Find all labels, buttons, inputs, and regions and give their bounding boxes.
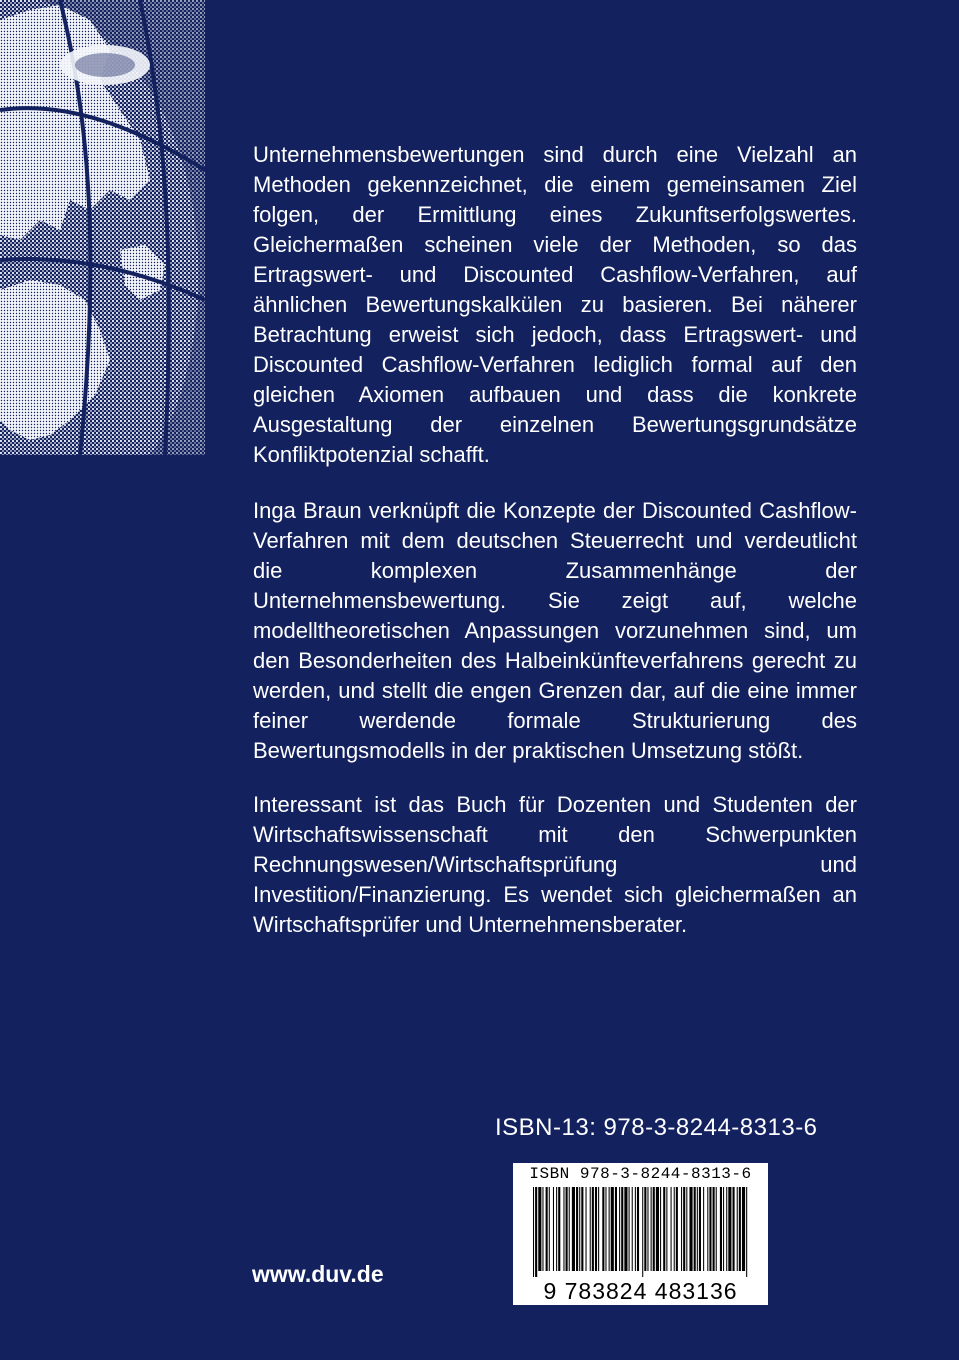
barcode-bar: [660, 1187, 661, 1271]
barcode-bar: [683, 1187, 685, 1271]
barcode-bar: [605, 1187, 606, 1271]
barcode-bar: [637, 1187, 639, 1271]
barcode-bar: [602, 1187, 604, 1271]
barcode-bar: [546, 1187, 548, 1271]
barcode-bar: [558, 1187, 560, 1271]
barcode-bar: [726, 1187, 727, 1271]
barcode-bar: [624, 1187, 627, 1271]
barcode-bar: [609, 1187, 610, 1271]
barcode-bar: [703, 1187, 704, 1271]
barcode-bar: [723, 1187, 724, 1271]
barcode-bar: [615, 1187, 617, 1271]
barcode-bar: [716, 1187, 717, 1271]
barcode-bar: [689, 1187, 692, 1271]
barcode-bar: [720, 1187, 722, 1271]
barcode-bar: [549, 1187, 550, 1271]
barcode-bar: [572, 1187, 575, 1271]
barcode-bar: [666, 1187, 667, 1271]
barcode-bar: [653, 1187, 655, 1271]
barcode-bar: [553, 1187, 554, 1271]
barcode-bar: [621, 1187, 623, 1271]
barcode-bar: [647, 1187, 648, 1271]
barcode-bar: [635, 1187, 636, 1271]
barcode-bar: [581, 1187, 583, 1271]
barcode-bar: [686, 1187, 687, 1271]
barcode-bars: [533, 1187, 748, 1279]
barcode-bar: [674, 1187, 675, 1271]
barcode-bar: [728, 1187, 731, 1271]
barcode-bar: [651, 1187, 652, 1271]
barcode-bar: [535, 1187, 537, 1279]
barcode-bar: [699, 1187, 701, 1271]
barcode-bar: [629, 1187, 630, 1271]
description-paragraph-1: Unternehmensbewertungen sind durch eine Vielzahl an Methoden gekennzeichnet, die einem gemeinsamen Ziel folgen, der Ermittlung eines Zukunftserfolgswertes. Gleichermaßen scheinen viele der Methoden, so das Ertragswert- und Discounted Cashflow-Verfahren, auf ähnlichen Bewertungskalkülen zu basieren. Bei näherer Betrachtung erweist sich jedoch, dass Ertragswert- und Discounted Cashflow-Verfahren lediglich formal auf den gleichen Axiomen aufbauen und dass die konkrete Ausgestaltung der einzelnen Bewertungsgrundsätze Konfliktpotenzial schafft.: [253, 142, 857, 467]
isbn-label: ISBN-13: 978-3-8244-8313-6: [495, 1114, 818, 1141]
barcode-bar: [632, 1187, 633, 1271]
barcode-bar: [694, 1187, 696, 1271]
barcode-bar: [586, 1187, 587, 1271]
barcode-bar: [569, 1187, 570, 1271]
barcode-bar: [542, 1187, 543, 1271]
barcode-bar: [579, 1187, 580, 1271]
barcode-bar: [707, 1187, 708, 1271]
globe-illustration: [0, 0, 205, 455]
barcode-bar: [590, 1187, 591, 1271]
barcode-bar: [566, 1187, 568, 1271]
barcode-bar: [556, 1187, 557, 1271]
barcode-bar: [709, 1187, 711, 1271]
barcode-bar: [746, 1187, 747, 1279]
barcode-bar: [538, 1187, 541, 1271]
barcode-bar: [533, 1187, 534, 1279]
barcode-bar: [697, 1187, 698, 1271]
barcode-bar: [563, 1187, 564, 1271]
publisher-website: www.duv.de: [252, 1261, 384, 1287]
barcode-bar: [713, 1187, 715, 1271]
barcode-bar: [598, 1187, 599, 1271]
barcode-bar: [671, 1187, 672, 1271]
barcode-bar: [611, 1187, 614, 1271]
barcode-bar: [742, 1187, 745, 1271]
barcode-bar: [737, 1187, 738, 1271]
barcode-bar: [619, 1187, 620, 1271]
barcode-bar: [642, 1187, 643, 1279]
barcode-bar: [656, 1187, 659, 1271]
barcode-bar: [733, 1187, 735, 1271]
barcode-bar: [676, 1187, 678, 1271]
barcode-digits: 9 783824 483136: [513, 1277, 768, 1305]
barcode: [513, 1163, 768, 1305]
barcode-bar: [595, 1187, 597, 1271]
description-paragraph-2: Inga Braun verknüpft die Konzepte der Discounted Cashflow-Verfahren mit dem deutschen Steuerrecht und verdeutlicht die komplexen Zusammenhänge der Unternehmensbewertung. Sie zeigt auf, welche modelltheoretischen Anpassungen vorzunehmen sind, um den Besonderheiten des Halbeinkünfteverfahrens gerecht zu werden, und stellt die engen Grenzen dar, auf die eine immer feiner werdende formale Strukturierung des Bewertungsmodells in der praktischen Umsetzung stößt.: [253, 498, 857, 763]
barcode-bar: [681, 1187, 682, 1271]
barcode-bar: [663, 1187, 665, 1271]
description-paragraph-3: Interessant ist das Buch für Dozenten und Studenten der Wirtschaftswissenschaft mit den Schwerpunkten Rechnungswesen/Wirtschaftsprüfung und Investition/Finanzierung. Es wendet sich gleichermaßen an Wirtschaftsprüfer und Unternehmensberater.: [253, 792, 857, 937]
barcode-bar: [592, 1187, 594, 1271]
barcode-isbn-text: ISBN 978-3-8244-8313-6: [529, 1165, 752, 1183]
barcode-bar: [739, 1187, 741, 1271]
barcode-bar: [644, 1187, 646, 1271]
barcode-bar: [576, 1187, 578, 1271]
